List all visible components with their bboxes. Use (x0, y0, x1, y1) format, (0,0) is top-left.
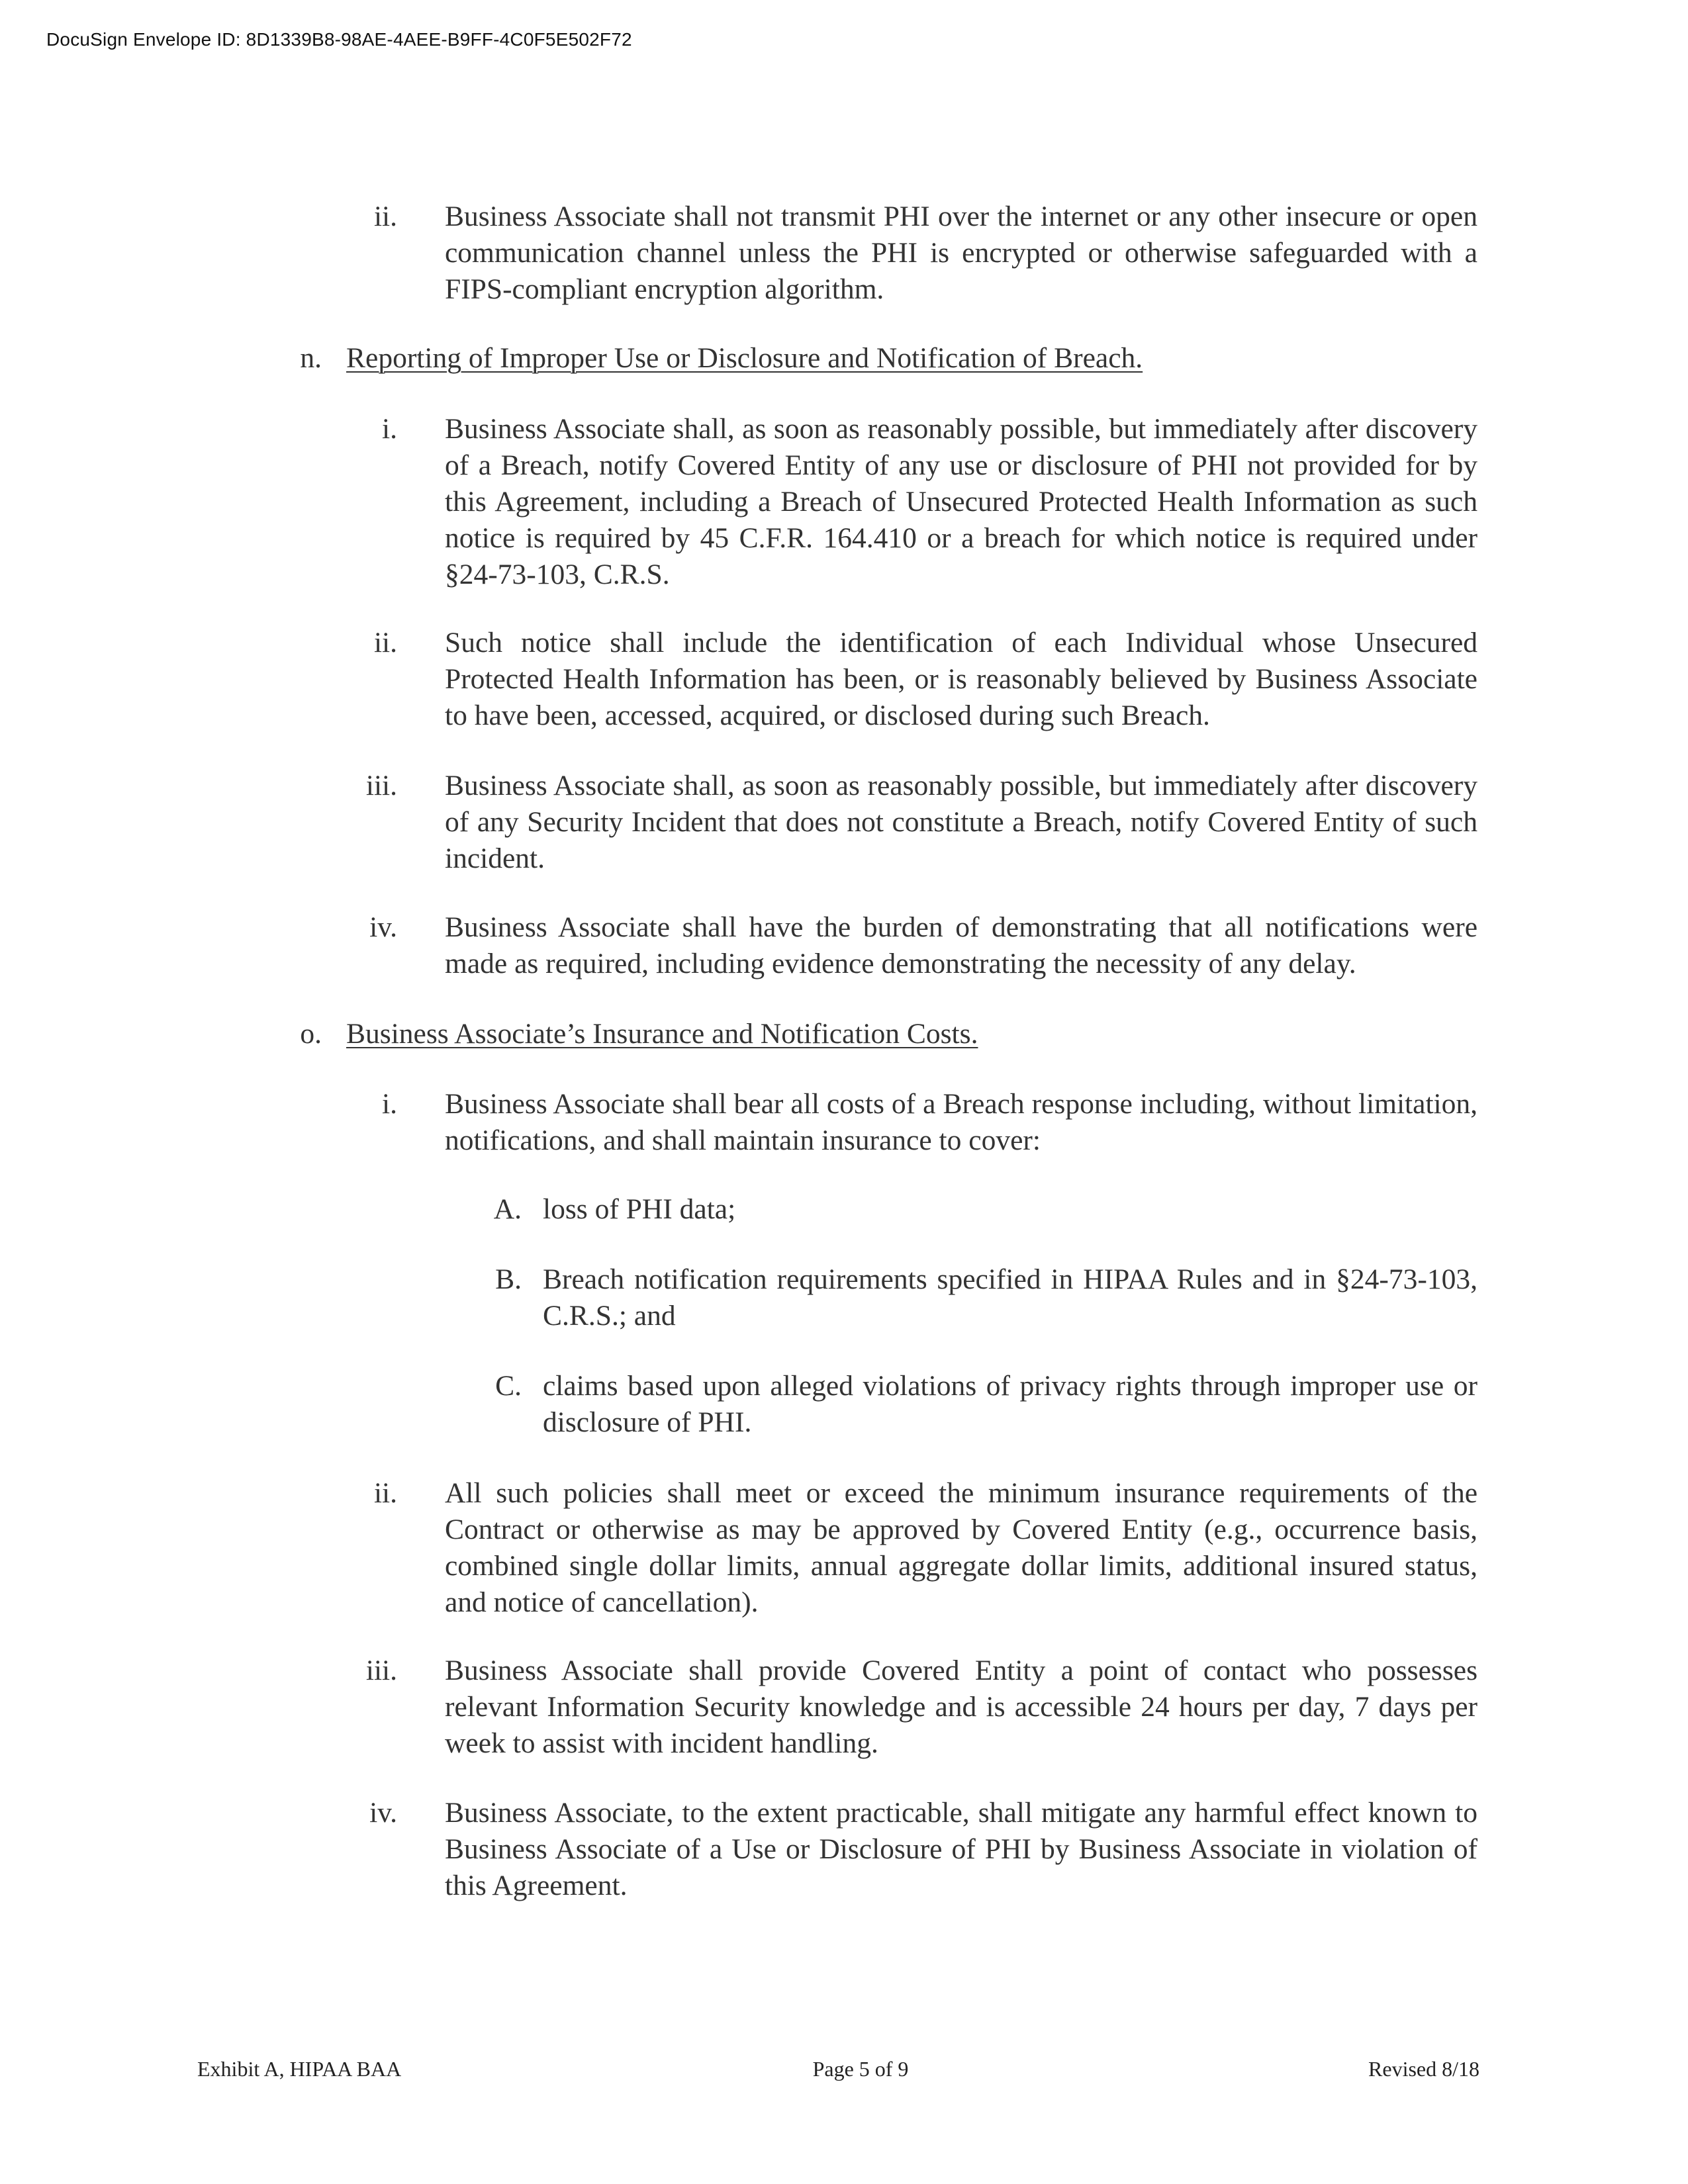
list-marker: iii. (365, 1655, 397, 1686)
docusign-envelope-id: DocuSign Envelope ID: 8D1339B8-98AE-4AEE-B9FF-4C0F5E502F72 (46, 29, 632, 50)
sublist-item-text: Breach notification requirements specified in HIPAA Rules and in §24-73-103, C.R.S.; and (543, 1263, 1477, 1332)
list-marker: i. (382, 413, 397, 445)
list-marker: iv. (369, 911, 397, 943)
list-item-text: Such notice shall include the identification of each Individual whose Unsecured Protected Health Information has been, or is reasonably believed by Business Associate to have been, accessed, acquired, or disclosed during such Breach. (445, 627, 1477, 731)
list-item-text: All such policies shall meet or exceed the minimum insurance requirements of the Contract or otherwise as may be approved by Covered Entity (e.g., occurrence basis, combined single dollar limits, annual aggregate dollar limits, additional insured status, and notice of cancellation). (445, 1477, 1477, 1618)
section-marker: n. (300, 342, 322, 374)
sublist-marker: B. (495, 1263, 522, 1295)
sublist-item-text: claims based upon alleged violations of privacy rights through improper use or disclosure of PHI. (543, 1370, 1477, 1438)
footer-document-name: Exhibit A, HIPAA BAA (197, 2057, 402, 2081)
list-item-text: Business Associate shall, as soon as reasonably possible, but immediately after discovery of any Security Incident that does not constitute a Breach, notify Covered Entity of such incident. (445, 770, 1477, 874)
list-item-text: Business Associate, to the extent practicable, shall mitigate any harmful effect known to Business Associate of a Use or Disclosure of PHI by Business Associate in violation of this Agreement. (445, 1797, 1477, 1901)
list-item-text: Business Associate shall bear all costs of a Breach response including, without limitation, notifications, and shall maintain insurance to cover: (445, 1088, 1477, 1156)
list-item-text: Business Associate shall provide Covered Entity a point of contact who possesses relevant Information Security knowledge and is accessible 24 hours per day, 7 days per week to assist with incident handling. (445, 1655, 1477, 1759)
footer-revision: Revised 8/18 (1368, 2057, 1479, 2081)
section-marker: o. (300, 1018, 322, 1050)
footer-page-number: Page 5 of 9 (812, 2057, 909, 2081)
section-heading: Reporting of Improper Use or Disclosure and Notification of Breach. (346, 342, 1143, 374)
list-item-text: Business Associate shall, as soon as reasonably possible, but immediately after discovery of a Breach, notify Covered Entity of any use or disclosure of PHI not provided for by this Agreement, including a Breach of Unsecured Protected Health Information as such notice is required by 45 C.F.R. 164.410 or a breach for which notice is required under §24-73-103, C.R.S. (445, 413, 1477, 590)
sublist-marker: C. (495, 1370, 522, 1402)
list-marker: iii. (365, 770, 397, 801)
list-marker: iv. (369, 1797, 397, 1829)
list-marker: ii. (373, 1477, 397, 1509)
list-item-text: Business Associate shall not transmit PHI over the internet or any other insecure or open communication channel unless the PHI is encrypted or otherwise safeguarded with a FIPS-compliant encryption algorithm. (445, 201, 1477, 305)
sublist-item-text: loss of PHI data; (543, 1193, 736, 1225)
list-marker: i. (382, 1088, 397, 1120)
list-marker: ii. (373, 627, 397, 659)
sublist-marker: A. (493, 1193, 522, 1225)
section-heading: Business Associate’s Insurance and Notification Costs. (346, 1018, 978, 1050)
list-marker: ii. (373, 201, 397, 232)
list-item-text: Business Associate shall have the burden of demonstrating that all notifications were made as required, including evidence demonstrating the necessity of any delay. (445, 911, 1477, 979)
